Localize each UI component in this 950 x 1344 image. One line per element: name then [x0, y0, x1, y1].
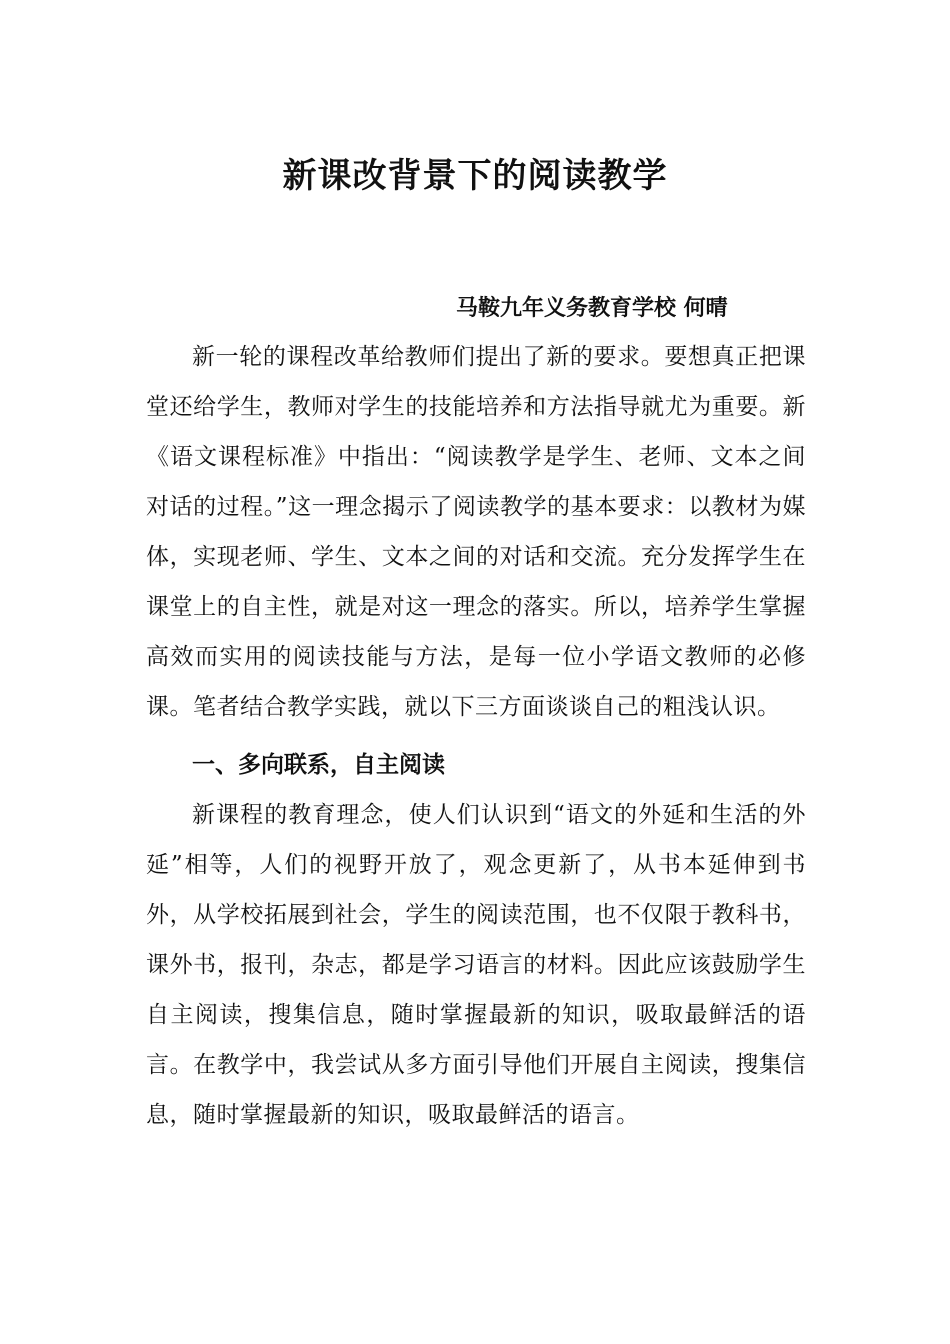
section-heading: 一、多向联系，自主阅读: [192, 751, 445, 778]
document-title: 新课改背景下的阅读教学: [282, 156, 668, 196]
intro-paragraph: 新一轮的课程改革给教师们提出了新的要求。要想真正把课堂还给学生，教师对学生的技能培养和方法指导就尤为重要。新《语文课程标准》中指出：“阅读教学是学生、老师、文本之间对话的过程。”这一理念揭示了阅读教学的基本要求：以教材为媒体，实现老师、学生、文本之间的对话和交流。充分发挥学生在课堂上的自主性，就是对这一理念的落实。所以，培养学生掌握高效而实用的阅读技能与方法，是每一位小学语文教师的必修课。笔者结合教学实践，就以下三方面谈谈自己的粗浅认识。: [146, 344, 806, 720]
section-paragraph: 新课程的教育理念，使人们认识到“语文的外延和生活的外延”相等，人们的视野开放了，观念更新了，从书本延伸到书外，从学校拓展到社会，学生的阅读范围，也不仅限于教科书，课外书，报刊，杂志，都是学习语言的材料。因此应该鼓励学生自主阅读，搜集信息，随时掌握最新的知识，吸取最鲜活的语言。在教学中，我尝试从多方面引导他们开展自主阅读，搜集信息，随时掌握最新的知识，吸取最鲜活的语言。: [146, 802, 806, 1128]
author-byline: 马鞍九年义务教育学校 何晴: [456, 295, 728, 321]
document-body: [146, 332, 806, 1140]
